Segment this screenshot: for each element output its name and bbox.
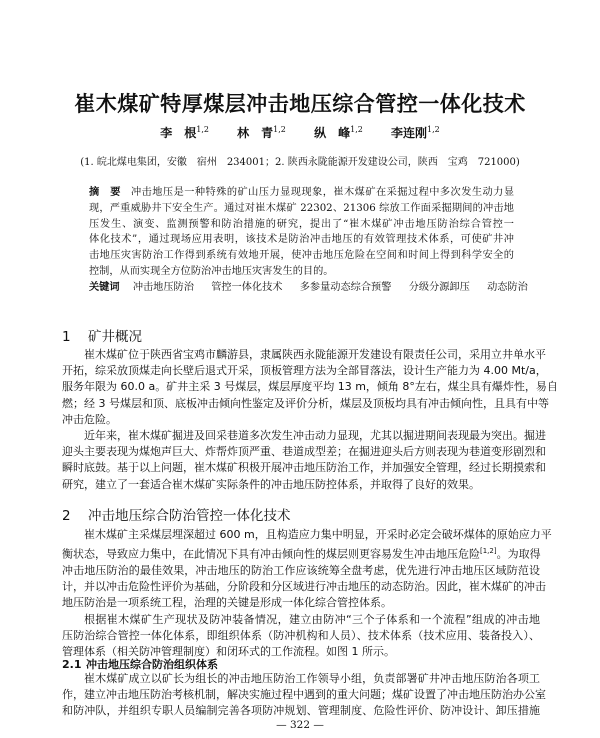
page-number: — 322 — — [276, 719, 324, 731]
text-line: 地压防治是一项系统工程，治理的关键是形成一体化综合管控体系。 — [62, 596, 392, 610]
author: 林 青$^{1,2}$ — [237, 125, 286, 140]
abstract-line: 控制，从而实现全方位防治冲击地压灾害发生的目的。 — [89, 265, 334, 277]
paragraph — [62, 527, 552, 660]
text-line: 服务年限为 60.0 a。矿井主采 3 号煤层，煤层厚度平均 13 m，倾角 8°左右，煤尘具有爆炸性，易自 — [62, 380, 558, 394]
text-line: 近年来，崔木煤矿掘进及回采巷道多次发生冲击动力显现，尤其以掘进期间表现最为突出。掘进 — [84, 429, 546, 443]
keyword: 分级分源卸压 — [408, 281, 470, 293]
subsection-heading: 2.1 冲击地压综合防治组织体系 — [62, 658, 218, 671]
abstract-line: 压发生、演变、监测预警和防治措施的研究，提出了“崔木煤矿冲击地压防治综合管控一 — [89, 218, 514, 230]
abstract-line: 摘 要 冲击地压是一种特殊的矿山压力显现现象，崔木煤矿在采掘过程中多次发生动力显 — [89, 187, 515, 198]
text-line: 管理体系（相关防冲管理制度）和闭环式的工作流程。如图 1 所示。 — [62, 645, 395, 659]
paper-title: 崔木煤矿特厚煤层冲击地压综合管控一体化技术 — [74, 92, 526, 116]
author: 李 根$^{1,2}$ — [160, 125, 209, 140]
keyword: 多参量动态综合预警 — [299, 281, 392, 293]
text-line: 崔木煤矿成立以矿长为组长的冲击地压防治工作领导小组，负责部署矿井冲击地压防治各项工 — [84, 672, 540, 685]
paragraph — [62, 347, 558, 493]
text-line: 冲击危险。 — [62, 412, 117, 426]
abstract-line: 现，严重威胁井下安全生产。通过对崔木煤矿 22302、21306 综放工作面采掘期间的冲击地 — [89, 202, 514, 214]
section-heading: 1 矿井概况 — [62, 329, 142, 345]
citation[interactable]: [1,2] — [480, 547, 497, 556]
text-line: 作，建立冲击地压防治考核机制，解决实施过程中遇到的重大问题；煤矿设置了冲击地压防治办公室 — [62, 688, 546, 702]
author: 纵 峰$^{1,2}$ — [314, 125, 363, 140]
text-line: 压防治综合管控一体化体系，即组织体系（防冲机构和人员）、技术体系（技术应用、装备投入）、 — [62, 628, 540, 642]
text-line: 计，并以冲击危险性评价为基础，分阶段和分区域进行冲击地压的动态防治。因此，崔木煤矿的冲击 — [62, 580, 546, 594]
text-line: 崔木煤矿位于陕西省宝鸡市麟游县，隶属陕西永陇能源开发建设有限责任公司，采用立井单水平 — [84, 348, 546, 361]
section-heading: 2 冲击地压综合防治管控一体化技术 — [62, 508, 291, 524]
abstract-line: 体化技术”，通过现场应用表明，该技术是防治冲击地压的有效管理技术体系，可使矿井冲 — [89, 234, 514, 246]
text-line: 崔木煤矿主采煤层埋深超过 600 m，且构造应力集中明显，开采时必定会破坏煤体的原始应力平 — [84, 528, 552, 541]
text-line: 根据崔木煤矿生产现状及防冲装备情况，建立由防冲“三个子体系和一个流程”组成的冲击地 — [84, 612, 540, 626]
author-list — [0, 124, 600, 141]
keywords — [89, 280, 528, 296]
text-line: 瞬时底鼓。基于以上问题，崔木煤矿积极开展冲击地压防治工作，并加强安全管理，经过长期摸索和 — [62, 461, 546, 475]
text-line: 和防冲队，并组织专职人员编制完善各项防冲规划、管理制度、危险性评价、防冲设计、卸压措施 — [62, 704, 540, 718]
text-line: 燃；经 3 号煤层和顶、底板冲击倾向性鉴定及评价分析，煤层及顶板均具有冲击倾向性，且具有中等 — [62, 396, 549, 410]
keywords-label: 关键词 — [89, 281, 120, 293]
abstract-line: 击地压灾害防治工作得到系统有效地开展，使冲击地压危险在空间和时间上得到科学安全的 — [89, 250, 514, 262]
keyword: 冲击地压防治 — [132, 281, 194, 293]
text-line: 冲击地压防治的最佳效果，冲击地压的防治工作应该统筹全盘考虑，优先进行冲击地压区域防范设 — [62, 564, 540, 578]
author: 李连刚$^{1,2}$ — [391, 125, 440, 140]
keyword: 管控一体化技术 — [211, 281, 283, 293]
paragraph — [62, 671, 546, 720]
text-line: 衡状态，导致应力集中，在此情况下具有冲击倾向性的煤层则更容易发生冲击地压危险[1,2]。为取得 — [62, 547, 541, 561]
affiliations: (1. 皖北煤电集团，安徽 宿州 234001；2. 陕西永陇能源开发建设公司，陕西 宝鸡 721000) — [80, 157, 520, 168]
text-line: 开拓，综采放顶煤走向长壁后退式开采，顶板管理方法为全部冒落法，设计生产能力为 4.00 Mt/a， — [62, 364, 547, 378]
abstract — [89, 185, 528, 296]
text-line: 迎头主要表现为煤炮声巨大、炸帮炸顶严重、巷道成型差；在掘进迎头后方则表现为巷道变形剧烈和 — [62, 445, 546, 459]
text-line: 研究，建立了一套适合崔木煤矿实际条件的冲击地压防控体系，并取得了良好的效果。 — [62, 477, 480, 491]
keyword: 动态防治 — [487, 281, 528, 293]
abstract-label: 摘 要 — [89, 187, 121, 198]
